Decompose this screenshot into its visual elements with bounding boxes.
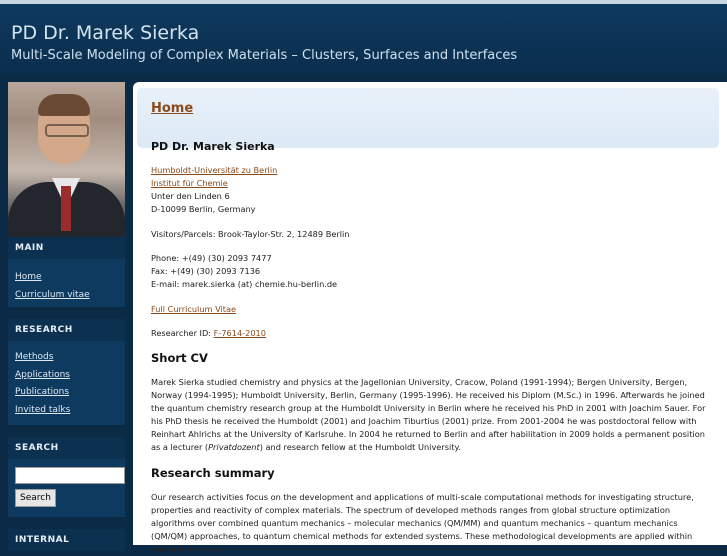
- fax: Fax: +(49) (30) 2093 7136: [151, 266, 261, 276]
- contact-block: [151, 252, 337, 291]
- street: Unter den Linden 6: [151, 191, 230, 201]
- sidebar-item-methods[interactable]: Methods: [15, 352, 54, 362]
- person-name: PD Dr. Marek Sierka: [151, 140, 275, 153]
- content-header: [137, 88, 719, 148]
- site-title[interactable]: PD Dr. Marek Sierka: [11, 22, 200, 44]
- researcher-id-link[interactable]: F-7614-2010: [213, 328, 266, 338]
- research-summary-text: Our research activities focus on the development and applications of multi-scale computational methods for investigating structure, properties and reactivity of complex materials. The spectrum of developed methods ranges from global structure optimization algorithms over combined quantum mechanics – molecular mechanics (QM/MM) and quantum mechanics – quantum mechanics (QM/QM) approaches, to quantum chemical methods for extended systems. These methodological developments are applied within research projects: [151, 492, 694, 554]
- university-link[interactable]: Humboldt-Universität zu Berlin: [151, 165, 278, 175]
- sidebar-main-title: MAIN: [8, 237, 125, 259]
- site-header: [0, 4, 727, 76]
- short-cv-text: Marek Sierka studied chemistry and physics at the Jagellonian University, Cracow, Poland (1991-1994); Bergen University, Bergen, Norway (1994-1995); Humboldt University, Berlin, Germany (1995-1996). He received his Diplom (M.Sc.) in 1996. Afterwards he joined the quantum chemistry research group at the Humboldt University in Berlin where he received his PhD in 2001 with Joachim Sauer. For his PhD thesis he received the Humboldt (2001) and Joachim Tiburtius (2001) prize. From 2001-2004 he was postdoctoral fellow with Reinhart Ahlrichs at the University of Karlsruhe. In 2004 he returned to Berlin and after habilitation in 2009 holds a permanent position as a lecturer (Privatdozent) and research fellow at the Humboldt University.: [151, 377, 706, 452]
- sidebar-search: [8, 437, 125, 517]
- sidebar-search-title: SEARCH: [8, 437, 125, 459]
- sidebar-research-title: RESEARCH: [8, 319, 125, 341]
- sidebar-item-home[interactable]: Home: [15, 272, 42, 282]
- sidebar-item-invited-talks[interactable]: Invited talks: [15, 404, 71, 415]
- researcher-id: [151, 327, 266, 340]
- search-button[interactable]: Search: [15, 489, 56, 507]
- sidebar-main: [8, 237, 125, 307]
- full-cv-link[interactable]: Full Curriculum Vitae: [151, 304, 237, 314]
- sidebar-internal-title: INTERNAL: [8, 529, 125, 551]
- page-title[interactable]: Home: [151, 101, 194, 116]
- sidebar-research: [8, 319, 125, 425]
- visitors-address: Visitors/Parcels: Brook-Taylor-Str. 2, 12489 Berlin: [151, 229, 350, 239]
- address-block: [151, 164, 277, 216]
- sidebar-internal: [8, 529, 125, 549]
- phone: Phone: +(49) (30) 2093 7477: [151, 253, 272, 263]
- researcher-id-label: Researcher ID:: [151, 328, 214, 338]
- institute-link[interactable]: Institut für Chemie: [151, 178, 228, 188]
- sidebar-item-publications[interactable]: Publications: [15, 387, 70, 397]
- sidebar-item-applications[interactable]: Applications: [15, 369, 70, 380]
- city: D-10099 Berlin, Germany: [151, 204, 256, 214]
- sidebar-item-cv[interactable]: Curriculum vitae: [15, 289, 90, 300]
- search-input[interactable]: [15, 467, 125, 484]
- main-content: [133, 82, 727, 554]
- short-cv-heading: Short CV: [151, 351, 208, 365]
- research-summary-heading: Research summary: [151, 466, 275, 480]
- profile-photo: [8, 82, 125, 231]
- site-subtitle: Multi-Scale Modeling of Complex Materials – Clusters, Surfaces and Interfaces: [11, 48, 518, 63]
- email: E-mail: marek.sierka (at) chemie.hu-berlin.de: [151, 279, 338, 289]
